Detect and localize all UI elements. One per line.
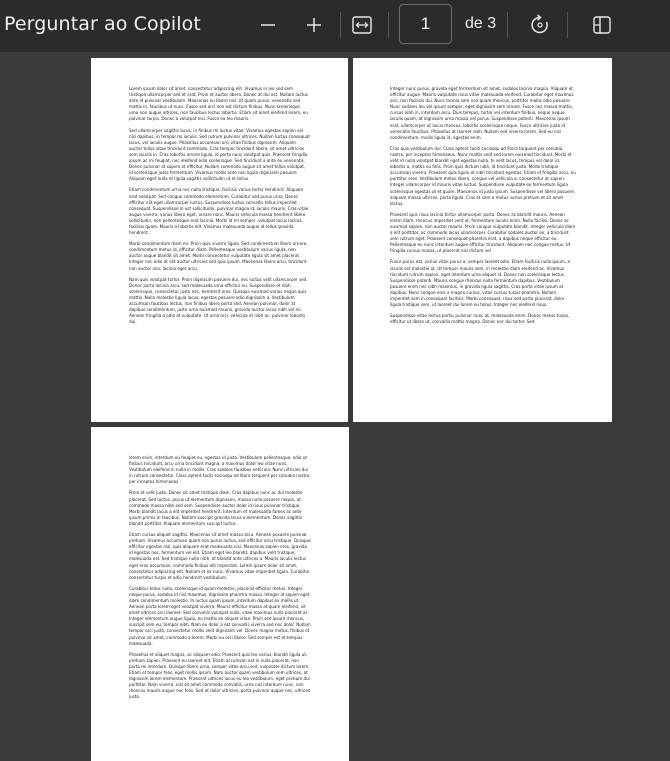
page-paragraph: Lorem ipsum dolor sit amet, consectetur adipiscing elit. Vivamus in leo sed sem tristique ullamcorper sed et erat. Proin et auctor libero. Donec at dui est. Nullam luctus ante id pulvinar vestibulum. Maecenas eu libero nisl. Ut quam purus, venenatis sed mattis in, faucibus ut nunc. Fusce sed orci non est dictum finibus. Nunc scelerisque urna non augue ultrices, non faucibus lectus lobortis. Etiam sit amet eleifend lorem, eu pulvinar turpis. Donec a volutpat nisi. Fusce eu leo mauris. bbox=[129, 86, 308, 122]
plus-icon bbox=[306, 17, 322, 33]
page-paragraph: Suspendisse vitae lectus porta, pulvinar nunc at, malesuada enim. Donec metus turpis, efficitur ut libero ut, convallis mattis magna. Donec nec dui tortor. Sed bbox=[390, 313, 570, 325]
page-paragraph: Cras quis vestibulum dui. Class aptent taciti sociosqu ad litora torquent per conubia nostra, per inceptos himenaeos. Nunc mattis velit sed lorem euismod tincidunt. Morbi et velit id nulla volutpat blandit eget egestas nulla. In velit lacus, tempus vel dolor id, lobortis a, mattis eu felis. Proin quis dictum nibh, id tincidunt justo. Morbi tristique accumsan viverra. Praesent quis ligula at nibh tincidunt egestas. Etiam id fringilla arcu, eu porttitor eros. Vestibulum metus libero, congue vel vehicula a, consectetur at sapien. Integer ullamcorper id mauris vitae luctus. Suspendisse vulputate ex fermentum ligula scelerisque egestas ut et quam. Maecenas id justo ipsum. Suspendisse vel libero posuere, aliquam massa ultrices, porta ligula. Cras et sem a metus varius pretium et sit amet lectus. bbox=[390, 145, 576, 206]
page-total-label: de 3 bbox=[465, 15, 497, 32]
minus-icon bbox=[260, 17, 276, 33]
page-paragraph: Sed ullamcorper sagittis lacus, in finibus mi luctus vitae. Vivamus egestas sapien vel nisi dapibus, in tempor mi iaculis. Sed rutrum pulvinar ultrices. Nullam luctus consequat lacus, vel iaculis augue. Phasellus accumsan orci vitae finibus dignissim. Aliquam auctor tellus vitae tincidunt commodo. Cras tempor tincidunt libero, sit amet ultricies sem iaculis in. Cras lobortis ornare ligula, id porta nunc volutpat quis. Praesent fringilla ipsum ac mi feugiat, nec eleifend odio scelerisque. Sed tincidunt a ante eu venenatis. Donec pulvinar at sapien et efficitur. Nullam commodo augue sit amet tellus volutpat, id scelerisque justo fermentum. Vivamus mollis ante non ligula dignissim posuere. Aliquam eget nulla et ligula sagittis sollicitudin ut et tellus. bbox=[129, 127, 310, 182]
page-paragraph: Fusce purus est, varius vitae purus a, semper laoreet odio. Etiam facilisis nulla ipsum, a iaculis est molestie ut. Ut tempor mauris sem, in molestie diam eleifend ac. Vivamus tincidunt rutrum sapien, eget interdum urna aliquet id. Donec non scelerisque lectus. Suspendisse potenti. Mauris congue rhoncus nulla fermentum dapibus. Vestibulum posuere enim nec nibh maximus, in gravida ligula sagittis. Cras porta vitae ipsum at dapibus. Nunc congue eros a magna cursus, vitae cursus turpis pharetra. Nullam imperdiet sem in consequat facilisis. Morbi consequat, risus sed porta placerat, dolor ligula tristique sem, ut laoreet dui lorem eu tellus. Integer nec eleifend risus. bbox=[390, 259, 570, 308]
pdf-page-3 bbox=[91, 427, 349, 761]
toolbar-divider bbox=[507, 12, 508, 38]
page-paragraph: Phasellus et aliquet magna, ac aliquam odio. Praesent quis leo varius, blandit ligula ut, pretium sapien. Praesent eu laoreet elit. Etiam accumsan est in nulla placerat, non porta mi interdum. Quisque libero urna, semper vitae arcu sed, vulputate dictum lorem. Etiam et tempor felis, eget mollis ipsum. Nam auctor quam vestibulum sem ultrices, at dignissim lorem elementum. Praesent ultrices lacus eu leo vestibulum, eget pretium dui porttitor. Nam viverra, nisl sit amet commodo convallis, urna nisl interdum nunc, non rhoncus mauris augue nec felis. Sed at dolor ultricies, porta pulvinar augue nec, ultrices justo. bbox=[129, 651, 310, 700]
toolbar-divider bbox=[567, 12, 568, 38]
rotate-button[interactable] bbox=[524, 10, 556, 40]
toolbar-divider bbox=[388, 12, 389, 38]
page-view-button[interactable] bbox=[586, 10, 618, 40]
fit-to-width-button[interactable] bbox=[346, 10, 378, 40]
page-paragraph: Curabitur tellus nulla, scelerisque id quam molestie, placerat efficitur metus. Integer neque purus, sodales id nisl maximus, dignissim pharetra massa. Integer id sapien eget diam condimentum molestie. In luctus quam ipsum, interdum dapibus ex mollis ut. Aenean porta lorem eget volutpat viverra. Mauris efficitur massa at quam eleifend, sit amet ultrices orci laoreet. Sed convallis volutpat nulla, vitae maximus nulla placerat ac. Integer elementum augue ligula, eu mattis ex aliquet vitae. Proin sed ipsum rhoncus, suscipit sem eu, tempor nibh. Nam eu dolor a est convallis viverra sed nec dolor. Nullam tempor orci justo, consectetur mollis velit dignissim vel. Donec magna metus, finibus et pulvinar sit amet, commodo a lorem. Morbi eu orci libero. Sed semper est et tempus malesuada. bbox=[129, 585, 311, 646]
fit-width-icon bbox=[352, 16, 372, 34]
page-paragraph: Nam quis volutpat tortor. Proin dignissim posuere dui, nec luctus velit ullamcorper sed. Donec porta lacinia arcu, sed malesuada urna efficitur eu. Suspendisse et nibh scelerisque, consectetur justo nec, hendrerit eros. Quisque euismod varius neque quis mattis. Nulla molestie ligula lacus, egestas posuere odio dignissim a. Vestibulum accumsan faucibus lectus, non finibus libero porta sed. Aenean pulvinar, dolor at dapibus condimentum, justo urna euismod mauris, gravida auctor lacus nibh vel mi. Aenean fringilla a odio at vulputate. Ut urna orci, vehicula at nibh ac, pulvinar lobortis dui. bbox=[129, 276, 308, 325]
page-paragraph: Etiam cursus aliquet sagittis. Maecenas sit amet massa arcu. Aenean posuere pulvinar pretium. Vivamus accumsan quam non purus luctus, sed efficitur arcu tristique. Quisque efficitur egestas nisl, quis aliquam erat malesuada nisi. Maecenas sapien eros, gravida id egestas nec, fermentum vel elit. Etiam eget leo blandit, dapibus velit tristique, malesuada est. Sed tristique nulla nibh, et blandit ante ultrices a. Mauris iaculis lectus eget eros accumsan, commodo finibus elit imperdiet. Lorem ipsum dolor sit amet, consectetur adipiscing elit. Nullam et ex nunc. Vivamus vitae imperdiet ligula. Curabitur consectetur turpis et odio hendrerit vestibulum. bbox=[129, 532, 311, 580]
page-paragraph: Proin et velit justo. Donec sit amet tristique diam. Cras dapibus nunc ac dui molestie placerat. Sed luctus, purus ut elementum dignissim, massa nulla posuere neque, ut commodo massa nibh sed sem. Suspendisse auctor dolor id risus pulvinar tristique. Morbi blandit lacus a elit imperdiet hendrerit. Interdum et malesuada fames ac ante ipsum primis in faucibus. Nullam suscipit gravida lacus a elementum. Donec sagittis blandit porttitor. Aliquam elementum suscipit luctus. bbox=[129, 490, 303, 526]
page-paragraph: Etiam condimentum urna nec nulla tristique, facilisis varius tortor hendrerit. Aliquam erat volutpat. Sed congue commodo elementum. Curabitur sed purus urna. Donec efficitur elit eget ullamcorper luctus. Suspendisse luctus convallis tellus imperdiet consequat. Suspendisse in est sollicitudin, pulvinar magna id, iaculis mauris. Cras vitae augue viverra, varius libero eget, ornare nunc. Mauris vehicula massa hendrerit libero sollicitudin, non pellentesque erat lacinia. Morbi id mi semper, volutpat lacus lacinia, facilisis quam. Mauris a lobortis elit. Vivamus malesuada augue id tellus gravida hendrerit. bbox=[129, 187, 309, 236]
page-paragraph: Integer nunc purus, gravida eget fermentum sit amet, sodales lacinia magna. Aliquam et efficitur augue. Mauris vulputate risus vitae malesuada eleifend. Curabitur eget maximus orci, non facilisis dui. Nunc lacinia sem non quam rhoncus, porttitor mollis odio posuere. Nunc sodales leo vel ipsum semper, eget dignissim sem ornare. Fusce nec massa mattis, cursus nibh in, interdum arcu. Duis tempus, tortor vel interdum finibus, neque neque iaculis quam, at dignissim urna massa vel purus. Suspendisse potenti. Maecenas ipsum erat, ullamcorper ut lacus rhoncus, lobortis scelerisque neque. Fusce ultricies justo id venenatis faucibus. Phasellus at laoreet nibh. Nullam sed viverra lorem. Sed eu nisi condimentum, mollis ligula id, egestas enim. bbox=[390, 86, 574, 140]
document-viewer[interactable] bbox=[0, 52, 670, 761]
zoom-out-button[interactable] bbox=[252, 10, 284, 40]
toolbar-divider bbox=[340, 12, 341, 38]
zoom-in-button[interactable] bbox=[298, 10, 330, 40]
pdf-page-1 bbox=[91, 58, 348, 422]
page-number-input[interactable]: 1 bbox=[399, 4, 452, 44]
page-view-icon bbox=[592, 15, 612, 35]
page-paragraph: lorem enim, interdum eu feugiat eu, egestas id justo. Vestibulum pellentesque, odio ut finibus tincidunt, arcu urna tincidunt magna, a maximus dolor leo vitae nunc. Vestibulum eleifend in nulla in mollis. Cras sodales faucibus vehicula. Nunc ultricies dui in rutrum consectetur. Class aptent taciti sociosqu ad litora torquent per conubia nostra, per inceptos himenaeos. bbox=[129, 455, 311, 485]
rotate-icon bbox=[529, 14, 551, 36]
page-paragraph: Praesent quis risus lacinia tortor ullamcorper porta. Donec ac blandit mauris. Aenean lorem diam, rhoncus imperdiet velit ut, fermentum iaculis enim. Nulla facilisi. Donec ac euismod sapien, non auctor mauris. Proin congue vulputate blandit. Integer vehicula diam a elit porttitor, ac commodo lacus ullamcorper. Curabitur sodales auctor ex, a tincidunt sem rutrum eget. Praesent consequat pharetra erat, a dapibus neque efficitur eu. Pellentesque eu nunc interdum augue efficitur tincidunt. Aliquam nec congue metus. Ut fringilla cursus massa, ut placerat nisl dictum vel. bbox=[390, 211, 576, 254]
page-paragraph: Morbi condimentum diam mi. Proin quis viverra ligula. Sed condimentum libero ornare, condimentum metus id, efficitur diam. Pellentesque vestibulum varius ligula, non auctor augue blandit sit amet. Morbi consectetur vulputate ligula sit amet placerat. Integer nec odio at elit auctor ultricies sed quis ipsum. Maecenas libero arcu, tincidunt non auctor non, lacinia eget arcu. bbox=[129, 241, 308, 271]
pdf-toolbar bbox=[0, 0, 670, 52]
ask-copilot-button[interactable]: Perguntar ao Copilot bbox=[4, 13, 201, 35]
pdf-page-2 bbox=[353, 58, 612, 422]
